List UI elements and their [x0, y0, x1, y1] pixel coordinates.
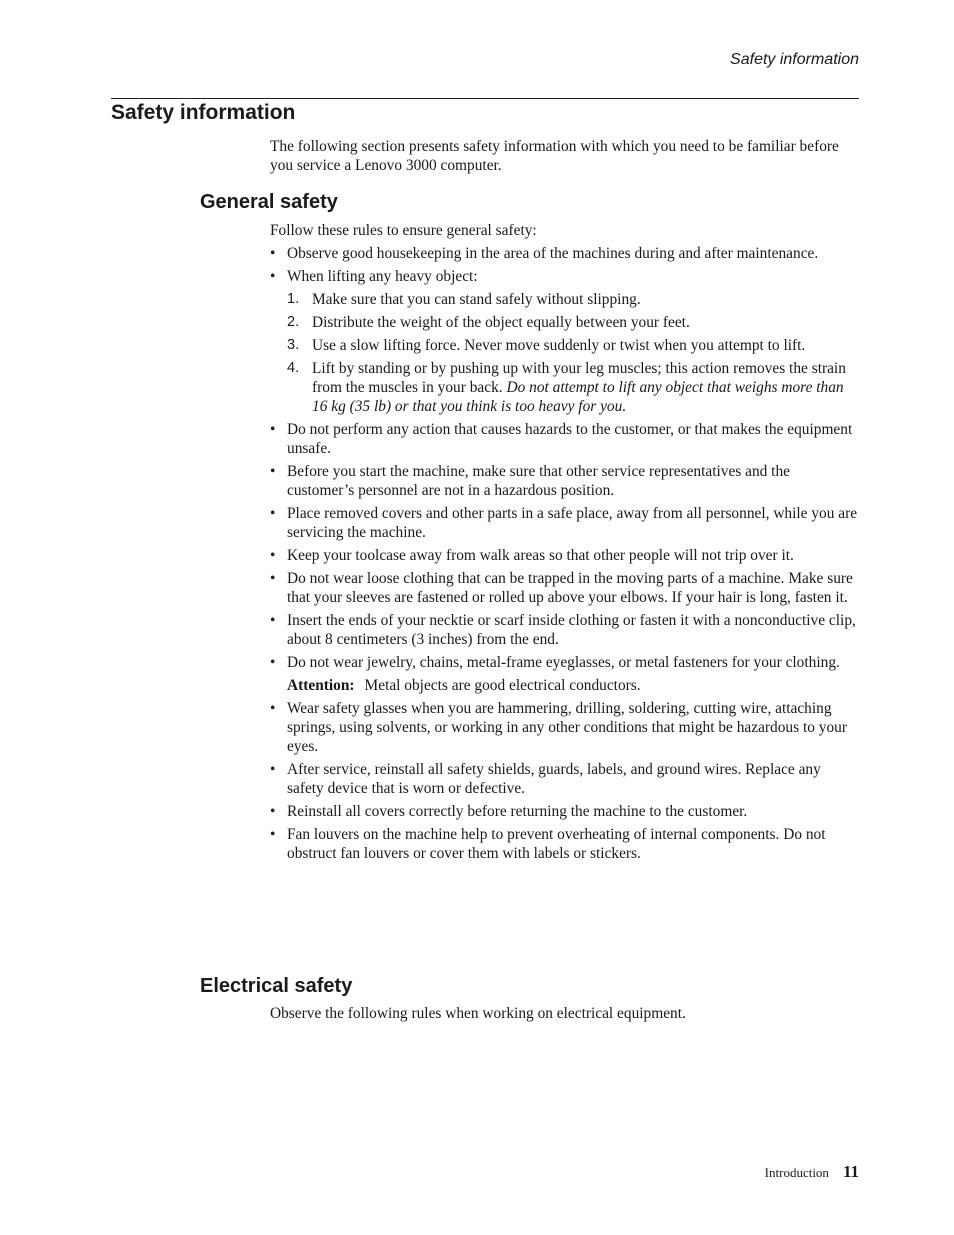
- list-item: • When lifting any heavy object: 1. Make sure that you can stand safely without slipping. 2. Distribute the weight of the object equally between your feet. 3. Use a slow lifting force. Never move suddenly or twist when you attempt to lift. 4. Lift by standing or by pushing up with your leg muscles; this action removes the strain from the muscles in your back. Do not attempt to lift any object that weighs more than 16 kg (35 lb) or that you think is too heavy for you.: [270, 267, 860, 416]
- bullet-glyph: •: [270, 505, 276, 522]
- attention-note: Attention: Metal objects are good electrical conductors.: [287, 677, 641, 694]
- bullet-glyph: •: [270, 421, 276, 438]
- step-item: 2. Distribute the weight of the object equally between your feet.: [287, 314, 690, 331]
- list-item: • Fan louvers on the machine help to prevent overheating of internal components. Do not obstruct fan louvers or cover them with labels or stickers.: [270, 826, 826, 862]
- list-item: • Insert the ends of your necktie or scarf inside clothing or fasten it with a nonconductive clip, about 8 centimeters (3 inches) from the end.: [270, 612, 856, 648]
- list-item: • After service, reinstall all safety shields, guards, labels, and ground wires. Replace any safety device that is worn or defective.: [270, 761, 821, 797]
- list-item: • Place removed covers and other parts in a safe place, away from all personnel, while you are servicing the machine.: [270, 505, 858, 541]
- step-item: 1. Make sure that you can stand safely without slipping.: [287, 291, 641, 308]
- electrical-safety-heading: Electrical safety: [200, 975, 353, 997]
- bullet-glyph: •: [270, 268, 276, 285]
- bullet-glyph: •: [270, 761, 276, 778]
- bullet-glyph: •: [270, 570, 276, 587]
- bullet-glyph: •: [270, 654, 276, 671]
- page-footer: [765, 1162, 859, 1182]
- page-number: 11: [842, 1162, 859, 1181]
- list-item: • Keep your toolcase away from walk areas so that other people will not trip over it.: [270, 547, 794, 564]
- attention-label: Attention:: [287, 677, 355, 694]
- bullet-glyph: •: [270, 700, 276, 717]
- bullet-glyph: •: [270, 547, 276, 564]
- section-intro: The following section presents safety information with which you need to be familiar before you service a Lenovo 3000 computer.: [270, 138, 839, 174]
- section-title: Safety information: [111, 101, 296, 124]
- step-item: 3. Use a slow lifting force. Never move suddenly or twist when you attempt to lift.: [287, 337, 806, 354]
- list-item: • Do not wear loose clothing that can be trapped in the moving parts of a machine. Make sure that your sleeves are fastened or rolled up above your elbows. If your hair is long, fasten it.: [270, 570, 853, 606]
- list-item: • Observe good housekeeping in the area of the machines during and after maintenance.: [270, 245, 819, 262]
- bullet-glyph: •: [270, 803, 276, 820]
- footer-chapter: Introduction: [764, 1165, 829, 1180]
- list-item: • Before you start the machine, make sure that other service representatives and the customer’s personnel are not in a hazardous position.: [270, 463, 790, 499]
- header-rule: [111, 98, 859, 99]
- list-item: • Reinstall all covers correctly before returning the machine to the customer.: [270, 803, 748, 820]
- list-item: • Do not perform any action that causes hazards to the customer, or that makes the equipment unsafe.: [270, 421, 853, 457]
- bullet-glyph: •: [270, 612, 276, 629]
- electrical-safety-lead: Observe the following rules when working on electrical equipment.: [270, 1005, 686, 1022]
- list-item: • Do not wear jewelry, chains, metal-frame eyeglasses, or metal fasteners for your clothing. Attention: Metal objects are good electrical conductors.: [270, 653, 860, 695]
- general-safety-lead: Follow these rules to ensure general safety:: [270, 222, 537, 239]
- weight-warning: Do not attempt to lift any object that weighs more than 16 kg (35 lb) or that you think is too heavy for you.: [312, 379, 844, 415]
- step-item: 4. Lift by standing or by pushing up with your leg muscles; this action removes the strain from the muscles in your back. Do not attempt to lift any object that weighs more than 16 kg (35 lb) or that you think is too heavy for you.: [287, 360, 846, 415]
- lifting-steps: [287, 290, 860, 416]
- running-header: Safety information: [730, 51, 859, 68]
- general-safety-list: [270, 244, 860, 867]
- bullet-glyph: •: [270, 463, 276, 480]
- bullet-glyph: •: [270, 826, 276, 843]
- bullet-glyph: •: [270, 245, 276, 262]
- list-item: • Wear safety glasses when you are hammering, drilling, soldering, cutting wire, attaching springs, using solvents, or working in any other conditions that might be hazardous to your eyes.: [270, 700, 847, 755]
- general-safety-heading: General safety: [200, 191, 338, 213]
